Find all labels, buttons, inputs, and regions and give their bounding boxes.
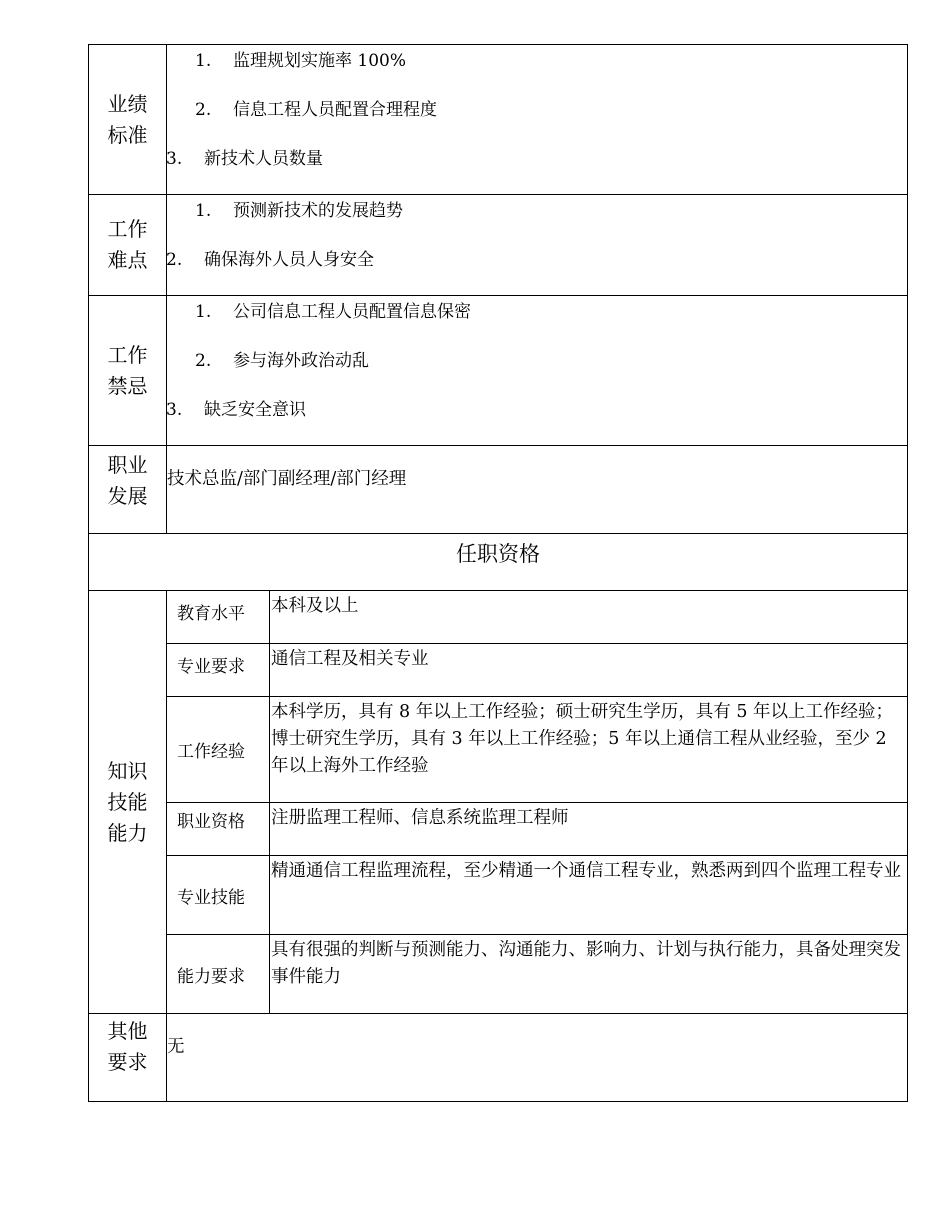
difficulty-label: 工作 难点 xyxy=(89,195,167,296)
table-row xyxy=(89,697,908,803)
taboo-content xyxy=(167,296,908,446)
row-performance-standards xyxy=(89,45,908,195)
table-row xyxy=(89,644,908,697)
table-row xyxy=(89,803,908,856)
row-work-taboos xyxy=(89,296,908,446)
career-label: 职业 发展 xyxy=(89,446,167,534)
experience-value: 本科学历，具有 8 年以上工作经验；硕士研究生学历，具有 5 年以上工作经验；博士研究生学历，具有 3 年以上工作经验；5 年以上通信工程从业经验，至少 2 年以上海外工作经验 xyxy=(270,697,908,803)
experience-label: 工作经验 xyxy=(167,697,270,803)
education-label: 教育水平 xyxy=(167,591,270,644)
table-row xyxy=(89,591,908,644)
list-item: 2. 信息工程人员配置合理程度 xyxy=(195,100,437,120)
other-value: 无 xyxy=(167,1014,908,1102)
career-value: 技术总监/部门副经理/部门经理 xyxy=(167,446,908,534)
list-item: 3. 新技术人员数量 xyxy=(166,149,323,169)
ability-value: 具有很强的判断与预测能力、沟通能力、影响力、计划与执行能力，具备处理突发事件能力 xyxy=(270,935,908,1014)
list-item: 1. 监理规划实施率 100% xyxy=(195,51,407,71)
list-item: 3. 缺乏安全意识 xyxy=(166,400,306,420)
job-description-table xyxy=(88,44,908,1102)
difficulty-content xyxy=(167,195,908,296)
list-item: 2. 确保海外人员人身安全 xyxy=(166,250,374,270)
list-item: 1. 预测新技术的发展趋势 xyxy=(195,201,403,221)
taboo-label: 工作 禁忌 xyxy=(89,296,167,446)
performance-content xyxy=(167,45,908,195)
major-label: 专业要求 xyxy=(167,644,270,697)
performance-label: 业绩 标准 xyxy=(89,45,167,195)
table-row xyxy=(89,935,908,1014)
knowledge-skills-label: 知识 技能 能力 xyxy=(89,591,167,1014)
row-other-requirements xyxy=(89,1014,908,1102)
list-item: 1. 公司信息工程人员配置信息保密 xyxy=(195,302,471,322)
education-value: 本科及以上 xyxy=(270,591,908,644)
row-work-difficulties xyxy=(89,195,908,296)
skills-value: 精通通信工程监理流程，至少精通一个通信工程专业，熟悉两到四个监理工程专业 xyxy=(270,856,908,935)
row-qualification-header xyxy=(89,534,908,591)
ability-label: 能力要求 xyxy=(167,935,270,1014)
major-value: 通信工程及相关专业 xyxy=(270,644,908,697)
skills-label: 专业技能 xyxy=(167,856,270,935)
list-item: 2. 参与海外政治动乱 xyxy=(195,351,369,371)
job-description-table-container xyxy=(88,44,907,1102)
certification-value: 注册监理工程师、信息系统监理工程师 xyxy=(270,803,908,856)
table-row xyxy=(89,856,908,935)
certification-label: 职业资格 xyxy=(167,803,270,856)
qualification-header: 任职资格 xyxy=(89,534,908,591)
row-career-development xyxy=(89,446,908,534)
other-label: 其他 要求 xyxy=(89,1014,167,1102)
